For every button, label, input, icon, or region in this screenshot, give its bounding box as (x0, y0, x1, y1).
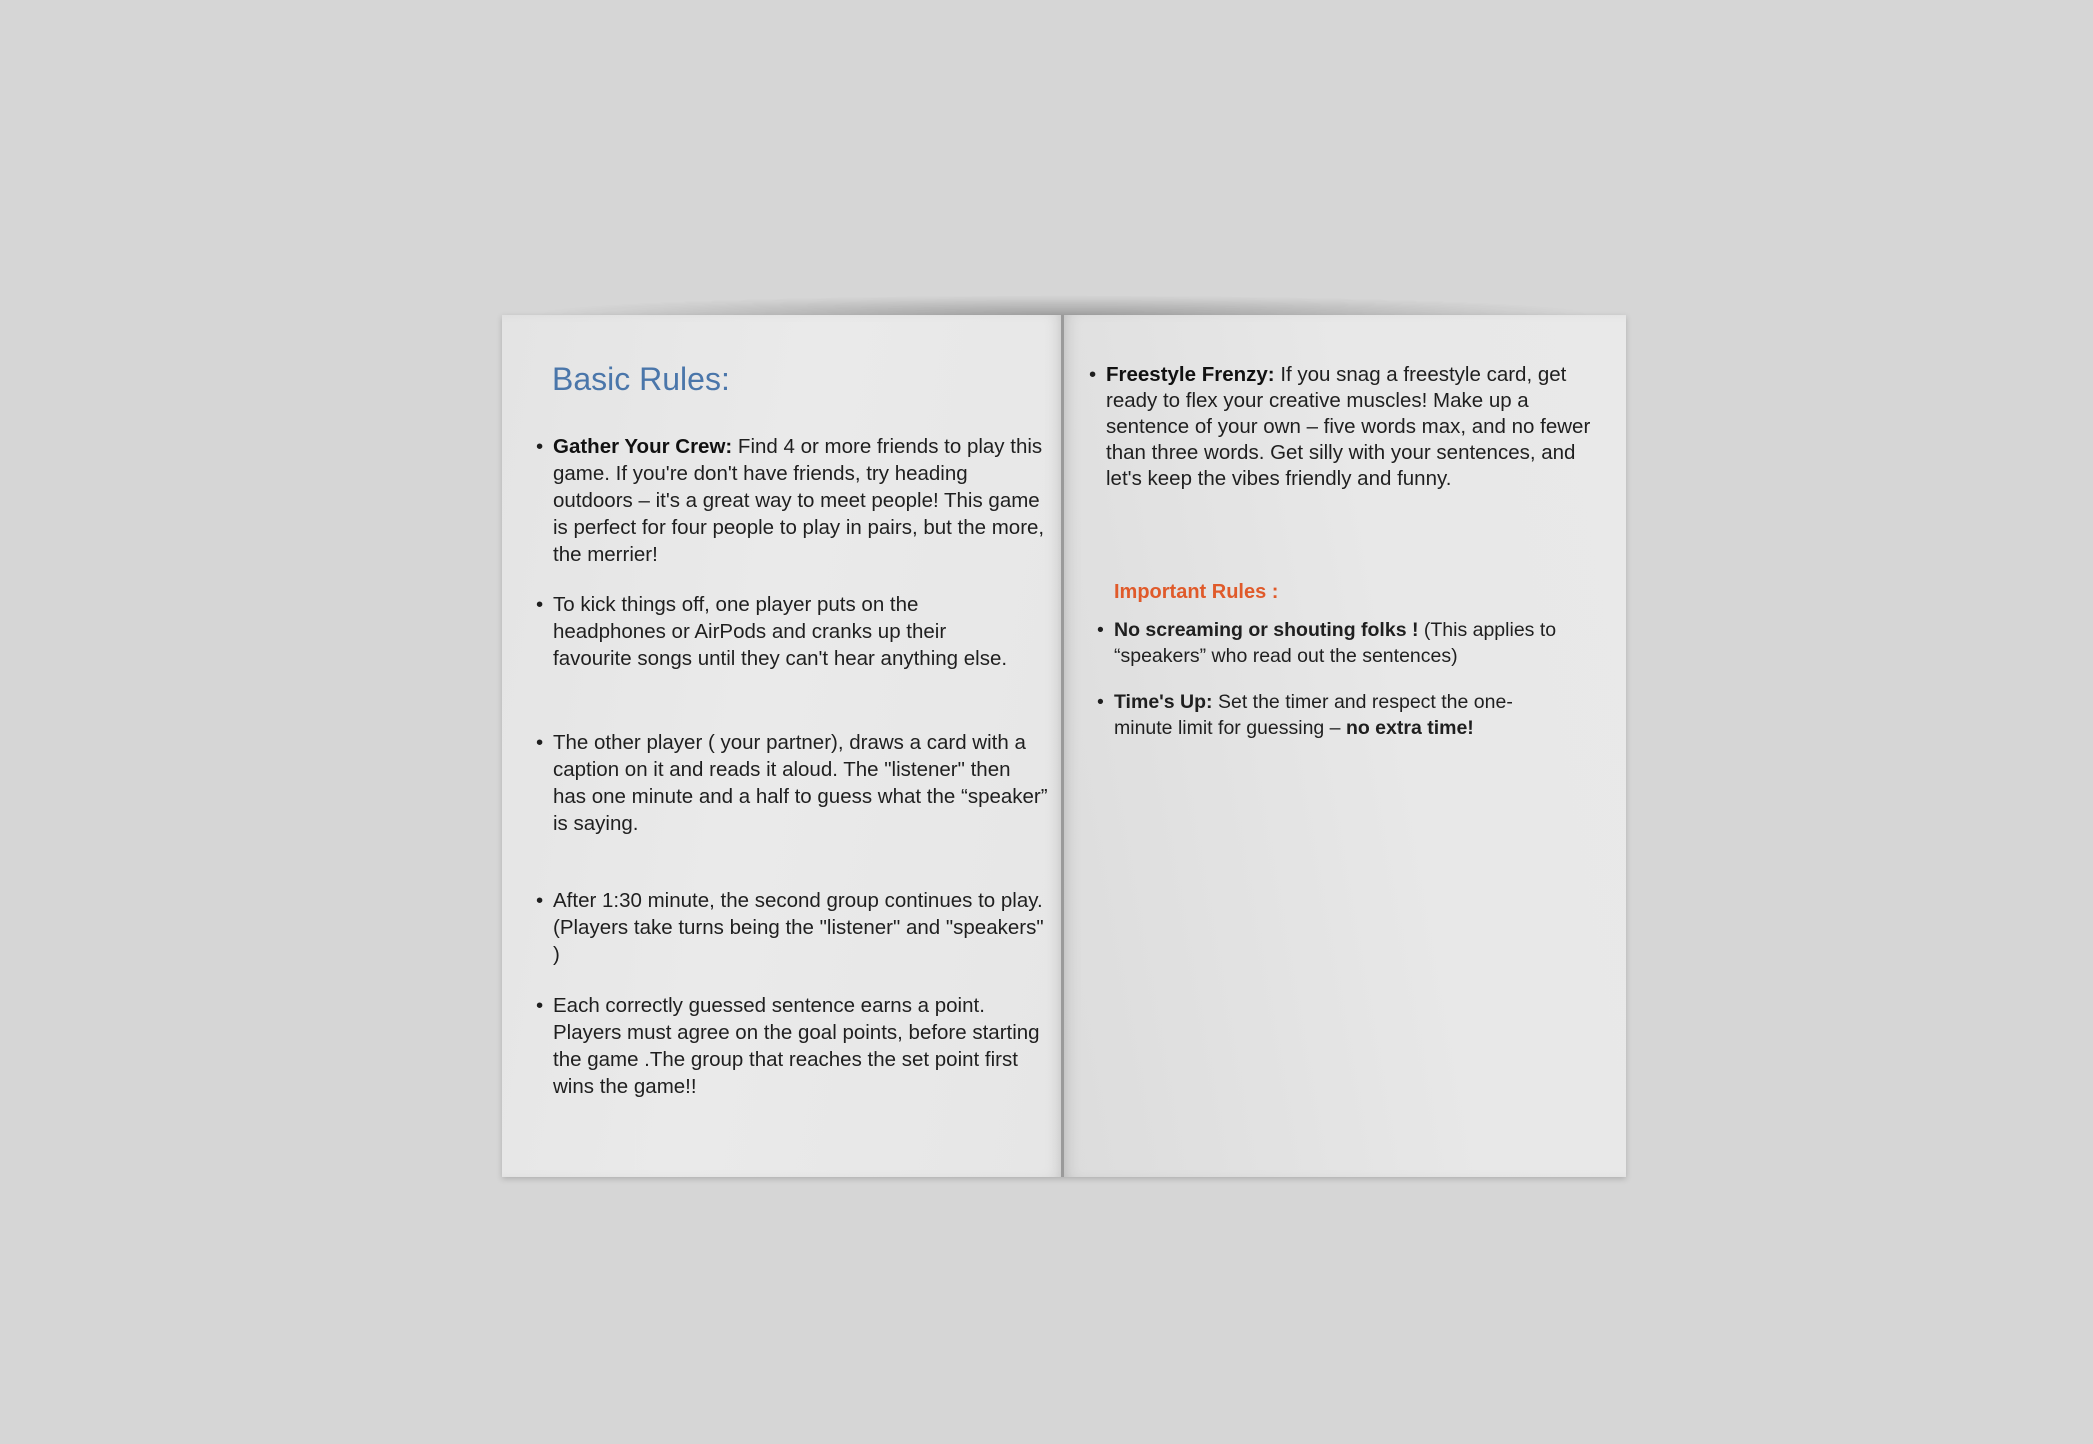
bullet-icon: • (1089, 363, 1097, 386)
rule-text: The other player ( your partner), draws a card with a caption on it and reads it aloud. The "listener" then has one minute and a half to guess what the “speaker” is saying. (553, 731, 1048, 835)
freestyle-rule (1089, 362, 1592, 492)
basic-rules-heading: Basic Rules: (552, 361, 730, 397)
rule-item (536, 591, 1023, 672)
rule-text: If you snag a freestyle card, get ready to flex your creative muscles! Make up a sentence of your own – five words max, and no fewer than three words. Get silly with your sentences, and let's keep the vibes friendly and funny. (1106, 363, 1591, 490)
rule-item (536, 887, 1049, 968)
bullet-icon: • (536, 593, 544, 616)
rule-item (536, 992, 1049, 1100)
rule-bold-label: Freestyle Frenzy: (1106, 363, 1275, 386)
bullet-icon: • (536, 731, 544, 754)
bullet-icon: • (1097, 691, 1104, 713)
rule-item (536, 729, 1049, 837)
rule-bold-ending: no extra time! (1345, 717, 1474, 739)
booklet (502, 315, 1626, 1177)
rule-text: Find 4 or more friends to play this game. If you're don't have friends, try heading outdoors – it's a great way to meet people! This game is perfect for four people to play in pairs, but the more, the merrier! (553, 435, 1045, 566)
rule-bold-label: Gather Your Crew: (553, 435, 733, 458)
rule-text: Each correctly guessed sentence earns a point. Players must agree on the goal points, before starting the game .The group that reaches the set point first wins the game!! (553, 994, 1040, 1098)
rule-text: After 1:30 minute, the second group continues to play. (Players take turns being the "listener" and "speakers" ) (553, 889, 1044, 966)
important-rule-item (1097, 617, 1604, 669)
rule-text: (This applies to “speakers” who read out the sentences) (1114, 619, 1557, 667)
right-page (1064, 315, 1626, 1177)
rule-item (536, 433, 1049, 568)
important-rule-item (1097, 689, 1564, 741)
booklet-top-shadow (522, 295, 1606, 315)
bullet-icon: • (536, 435, 544, 458)
bullet-icon: • (1097, 619, 1104, 641)
left-page (502, 315, 1062, 1177)
rule-text: Set the timer and respect the one-minute limit for guessing – (1114, 691, 1513, 739)
rule-text: To kick things off, one player puts on the headphones or AirPods and cranks up their favourite songs until they can't hear anything else. (553, 593, 1008, 670)
bullet-icon: • (536, 994, 544, 1017)
rule-bold-label: Time's Up: (1114, 691, 1213, 713)
important-rules-title: Important Rules : (1114, 581, 1279, 603)
rule-bold-label: No screaming or shouting folks ! (1114, 619, 1419, 641)
bullet-icon: • (536, 889, 544, 912)
